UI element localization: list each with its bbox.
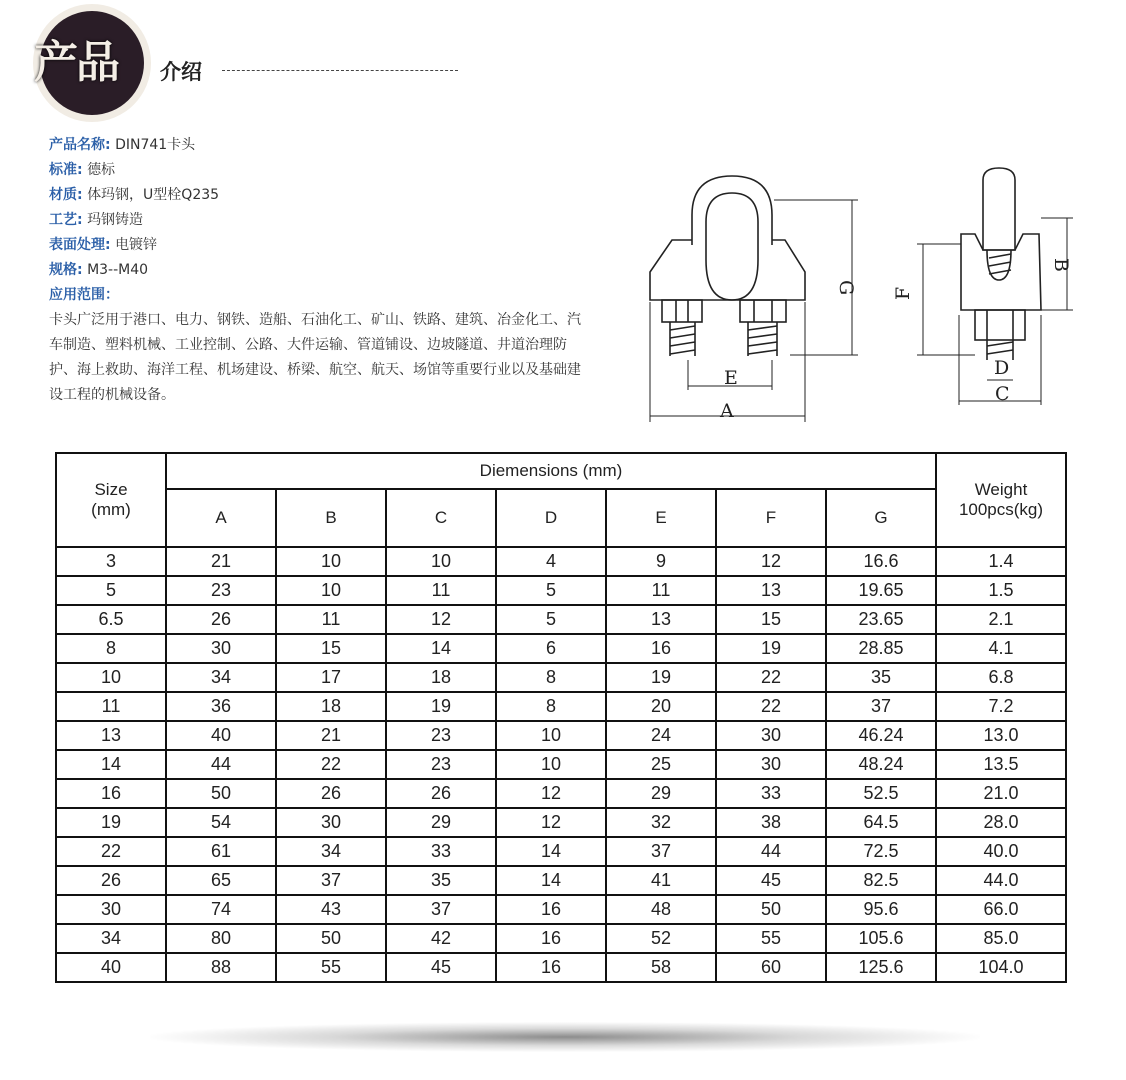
table-cell: 38 xyxy=(716,808,826,837)
table-cell: 16 xyxy=(56,779,166,808)
table-cell: 44.0 xyxy=(936,866,1066,895)
table-cell: 16 xyxy=(496,924,606,953)
table-row xyxy=(56,837,1066,866)
table-cell: 33 xyxy=(716,779,826,808)
info-surface-value: 电镀锌 xyxy=(115,237,158,253)
table-cell: 60 xyxy=(716,953,826,982)
table-cell: 11 xyxy=(386,576,496,605)
size-header-label: Size (mm) xyxy=(91,480,131,519)
table-cell: 37 xyxy=(606,837,716,866)
info-surface-key: 表面处理: xyxy=(49,237,111,253)
table-cell: 28.85 xyxy=(826,634,936,663)
dimension-label-d: D xyxy=(994,357,1010,379)
table-row xyxy=(56,750,1066,779)
table-cell: 14 xyxy=(496,837,606,866)
info-application-text: 卡头广泛用于港口、电力、钢铁、造船、石油化工、矿山、铁路、建筑、冶金化工、汽车制造、塑料机械、工业控制、公路、大件运输、管道铺设、边坡隧道、井道治理防护、海上救助、海洋工程、机场建设、桥梁、航空、航天、场馆等重要行业以及基础建设工程的机械设备。 xyxy=(49,312,581,403)
table-cell: 10 xyxy=(496,721,606,750)
table-cell: 12 xyxy=(716,547,826,576)
table-row xyxy=(56,779,1066,808)
table-cell: 13 xyxy=(56,721,166,750)
table-cell: 17 xyxy=(276,663,386,692)
table-cell: 23.65 xyxy=(826,605,936,634)
info-standard-key: 标准: xyxy=(49,162,83,178)
table-cell: 32 xyxy=(606,808,716,837)
table-cell: 13 xyxy=(716,576,826,605)
dimensions-header: Diemensions (mm) xyxy=(166,453,936,489)
table-cell: 13 xyxy=(606,605,716,634)
table-cell: 23 xyxy=(386,750,496,779)
info-application xyxy=(49,283,609,308)
table-cell: 2.1 xyxy=(936,605,1066,634)
table-cell: 82.5 xyxy=(826,866,936,895)
column-header-row xyxy=(56,489,1066,547)
table-cell: 20 xyxy=(606,692,716,721)
table-cell: 45 xyxy=(716,866,826,895)
table-cell: 9 xyxy=(606,547,716,576)
table-cell: 4 xyxy=(496,547,606,576)
info-surface xyxy=(49,233,609,258)
table-cell: 104.0 xyxy=(936,953,1066,982)
table-cell: 8 xyxy=(496,692,606,721)
table-cell: 5 xyxy=(496,576,606,605)
info-material xyxy=(49,183,609,208)
table-cell: 26 xyxy=(56,866,166,895)
info-name xyxy=(49,133,609,158)
table-cell: 35 xyxy=(826,663,936,692)
table-row xyxy=(56,721,1066,750)
table-row xyxy=(56,547,1066,576)
table-cell: 30 xyxy=(166,634,276,663)
table-cell: 16 xyxy=(606,634,716,663)
table-cell: 40 xyxy=(166,721,276,750)
table-cell: 8 xyxy=(496,663,606,692)
table-cell: 22 xyxy=(716,663,826,692)
table-cell: 11 xyxy=(56,692,166,721)
table-cell: 14 xyxy=(56,750,166,779)
table-cell: 30 xyxy=(56,895,166,924)
weight-header xyxy=(936,453,1066,547)
table-cell: 16.6 xyxy=(826,547,936,576)
table-cell: 23 xyxy=(386,721,496,750)
table-cell: 55 xyxy=(276,953,386,982)
table-cell: 21 xyxy=(276,721,386,750)
info-standard xyxy=(49,158,609,183)
table-cell: 43 xyxy=(276,895,386,924)
table-cell: 13.0 xyxy=(936,721,1066,750)
info-spec-value: M3--M40 xyxy=(87,262,149,278)
table-cell: 19 xyxy=(606,663,716,692)
size-header xyxy=(56,453,166,547)
info-standard-value: 德标 xyxy=(87,162,116,178)
info-material-value: 体玛钢，U型栓Q235 xyxy=(87,187,220,203)
table-cell: 6.8 xyxy=(936,663,1066,692)
table-cell: 88 xyxy=(166,953,276,982)
info-process xyxy=(49,208,609,233)
header-subtitle: 介绍 xyxy=(160,60,202,84)
table-cell: 22 xyxy=(56,837,166,866)
header-divider xyxy=(222,70,458,71)
column-header-e: E xyxy=(606,489,716,547)
table-cell: 85.0 xyxy=(936,924,1066,953)
table-cell: 26 xyxy=(166,605,276,634)
table-row xyxy=(56,634,1066,663)
table-cell: 50 xyxy=(716,895,826,924)
table-cell: 72.5 xyxy=(826,837,936,866)
table-cell: 10 xyxy=(496,750,606,779)
badge-text: 产品 xyxy=(34,37,118,88)
column-header-f: F xyxy=(716,489,826,547)
column-header-a: A xyxy=(166,489,276,547)
table-cell: 5 xyxy=(56,576,166,605)
table-cell: 30 xyxy=(716,721,826,750)
table-cell: 10 xyxy=(56,663,166,692)
info-name-key: 产品名称: xyxy=(49,137,111,153)
table-cell: 23 xyxy=(166,576,276,605)
table-cell: 40.0 xyxy=(936,837,1066,866)
table-cell: 48 xyxy=(606,895,716,924)
table-cell: 16 xyxy=(496,953,606,982)
table-cell: 40 xyxy=(56,953,166,982)
table-cell: 65 xyxy=(166,866,276,895)
table-cell: 34 xyxy=(276,837,386,866)
table-cell: 55 xyxy=(716,924,826,953)
table-cell: 11 xyxy=(276,605,386,634)
table-cell: 30 xyxy=(716,750,826,779)
table-cell: 15 xyxy=(276,634,386,663)
table-cell: 8 xyxy=(56,634,166,663)
column-header-d: D xyxy=(496,489,606,547)
table-cell: 37 xyxy=(826,692,936,721)
table-cell: 95.6 xyxy=(826,895,936,924)
table-cell: 12 xyxy=(496,779,606,808)
table-row xyxy=(56,605,1066,634)
column-header-g: G xyxy=(826,489,936,547)
table-row xyxy=(56,866,1066,895)
spec-table xyxy=(55,452,1067,983)
table-cell: 3 xyxy=(56,547,166,576)
table-cell: 6.5 xyxy=(56,605,166,634)
table-cell: 125.6 xyxy=(826,953,936,982)
table-cell: 10 xyxy=(276,576,386,605)
table-cell: 26 xyxy=(386,779,496,808)
table-cell: 7.2 xyxy=(936,692,1066,721)
bottom-shadow xyxy=(150,1022,980,1052)
table-cell: 28.0 xyxy=(936,808,1066,837)
table-cell: 45 xyxy=(386,953,496,982)
table-cell: 16 xyxy=(496,895,606,924)
table-cell: 6 xyxy=(496,634,606,663)
product-info xyxy=(49,133,609,408)
table-cell: 19 xyxy=(56,808,166,837)
table-row xyxy=(56,663,1066,692)
table-cell: 64.5 xyxy=(826,808,936,837)
table-cell: 37 xyxy=(386,895,496,924)
table-cell: 4.1 xyxy=(936,634,1066,663)
table-cell: 12 xyxy=(496,808,606,837)
table-cell: 14 xyxy=(496,866,606,895)
table-row xyxy=(56,576,1066,605)
table-cell: 48.24 xyxy=(826,750,936,779)
table-cell: 26 xyxy=(276,779,386,808)
table-cell: 24 xyxy=(606,721,716,750)
table-cell: 50 xyxy=(166,779,276,808)
dimension-label-a: A xyxy=(720,400,734,422)
table-cell: 52 xyxy=(606,924,716,953)
table-cell: 66.0 xyxy=(936,895,1066,924)
table-cell: 18 xyxy=(386,663,496,692)
table-row xyxy=(56,953,1066,982)
table-cell: 22 xyxy=(276,750,386,779)
table-cell: 22 xyxy=(716,692,826,721)
table-row xyxy=(56,692,1066,721)
table-cell: 10 xyxy=(276,547,386,576)
table-cell: 80 xyxy=(166,924,276,953)
table-cell: 52.5 xyxy=(826,779,936,808)
side-view-diagram xyxy=(892,160,1080,410)
table-cell: 46.24 xyxy=(826,721,936,750)
table-cell: 74 xyxy=(166,895,276,924)
table-cell: 19.65 xyxy=(826,576,936,605)
table-cell: 33 xyxy=(386,837,496,866)
table-cell: 1.5 xyxy=(936,576,1066,605)
table-cell: 35 xyxy=(386,866,496,895)
table-cell: 44 xyxy=(716,837,826,866)
table-cell: 34 xyxy=(56,924,166,953)
table-row xyxy=(56,924,1066,953)
table-row xyxy=(56,895,1066,924)
table-cell: 34 xyxy=(166,663,276,692)
table-body xyxy=(56,547,1066,982)
dimension-label-c: C xyxy=(995,383,1010,405)
table-cell: 61 xyxy=(166,837,276,866)
table-cell: 18 xyxy=(276,692,386,721)
table-cell: 58 xyxy=(606,953,716,982)
info-process-value: 玛钢铸造 xyxy=(87,212,144,228)
table-cell: 54 xyxy=(166,808,276,837)
table-cell: 50 xyxy=(276,924,386,953)
table-cell: 29 xyxy=(606,779,716,808)
table-cell: 11 xyxy=(606,576,716,605)
weight-header-label: Weight 100pcs(kg) xyxy=(958,480,1044,519)
dimension-label-e: E xyxy=(724,367,738,389)
dimension-label-b: B xyxy=(1050,258,1072,272)
table-cell: 14 xyxy=(386,634,496,663)
info-material-key: 材质: xyxy=(49,187,83,203)
table-cell: 21 xyxy=(166,547,276,576)
table-cell: 29 xyxy=(386,808,496,837)
table-cell: 25 xyxy=(606,750,716,779)
table-cell: 41 xyxy=(606,866,716,895)
front-view-diagram xyxy=(640,160,865,425)
table-cell: 10 xyxy=(386,547,496,576)
table-cell: 30 xyxy=(276,808,386,837)
table-cell: 37 xyxy=(276,866,386,895)
table-cell: 12 xyxy=(386,605,496,634)
table-cell: 19 xyxy=(716,634,826,663)
dimension-label-g: G xyxy=(835,280,857,296)
table-cell: 15 xyxy=(716,605,826,634)
table-cell: 36 xyxy=(166,692,276,721)
table-cell: 44 xyxy=(166,750,276,779)
table-cell: 1.4 xyxy=(936,547,1066,576)
table-cell: 19 xyxy=(386,692,496,721)
info-name-value: DIN741卡头 xyxy=(115,137,196,153)
table-cell: 42 xyxy=(386,924,496,953)
column-header-b: B xyxy=(276,489,386,547)
info-application-key: 应用范围： xyxy=(49,287,119,303)
dimension-label-f: F xyxy=(892,286,914,300)
table-cell: 21.0 xyxy=(936,779,1066,808)
table-row xyxy=(56,808,1066,837)
badge-circle xyxy=(34,11,144,115)
info-spec xyxy=(49,258,609,283)
table-cell: 105.6 xyxy=(826,924,936,953)
header-badge xyxy=(33,4,151,122)
table-cell: 5 xyxy=(496,605,606,634)
info-process-key: 工艺: xyxy=(49,212,83,228)
info-spec-key: 规格: xyxy=(49,262,83,278)
column-header-c: C xyxy=(386,489,496,547)
table-cell: 13.5 xyxy=(936,750,1066,779)
